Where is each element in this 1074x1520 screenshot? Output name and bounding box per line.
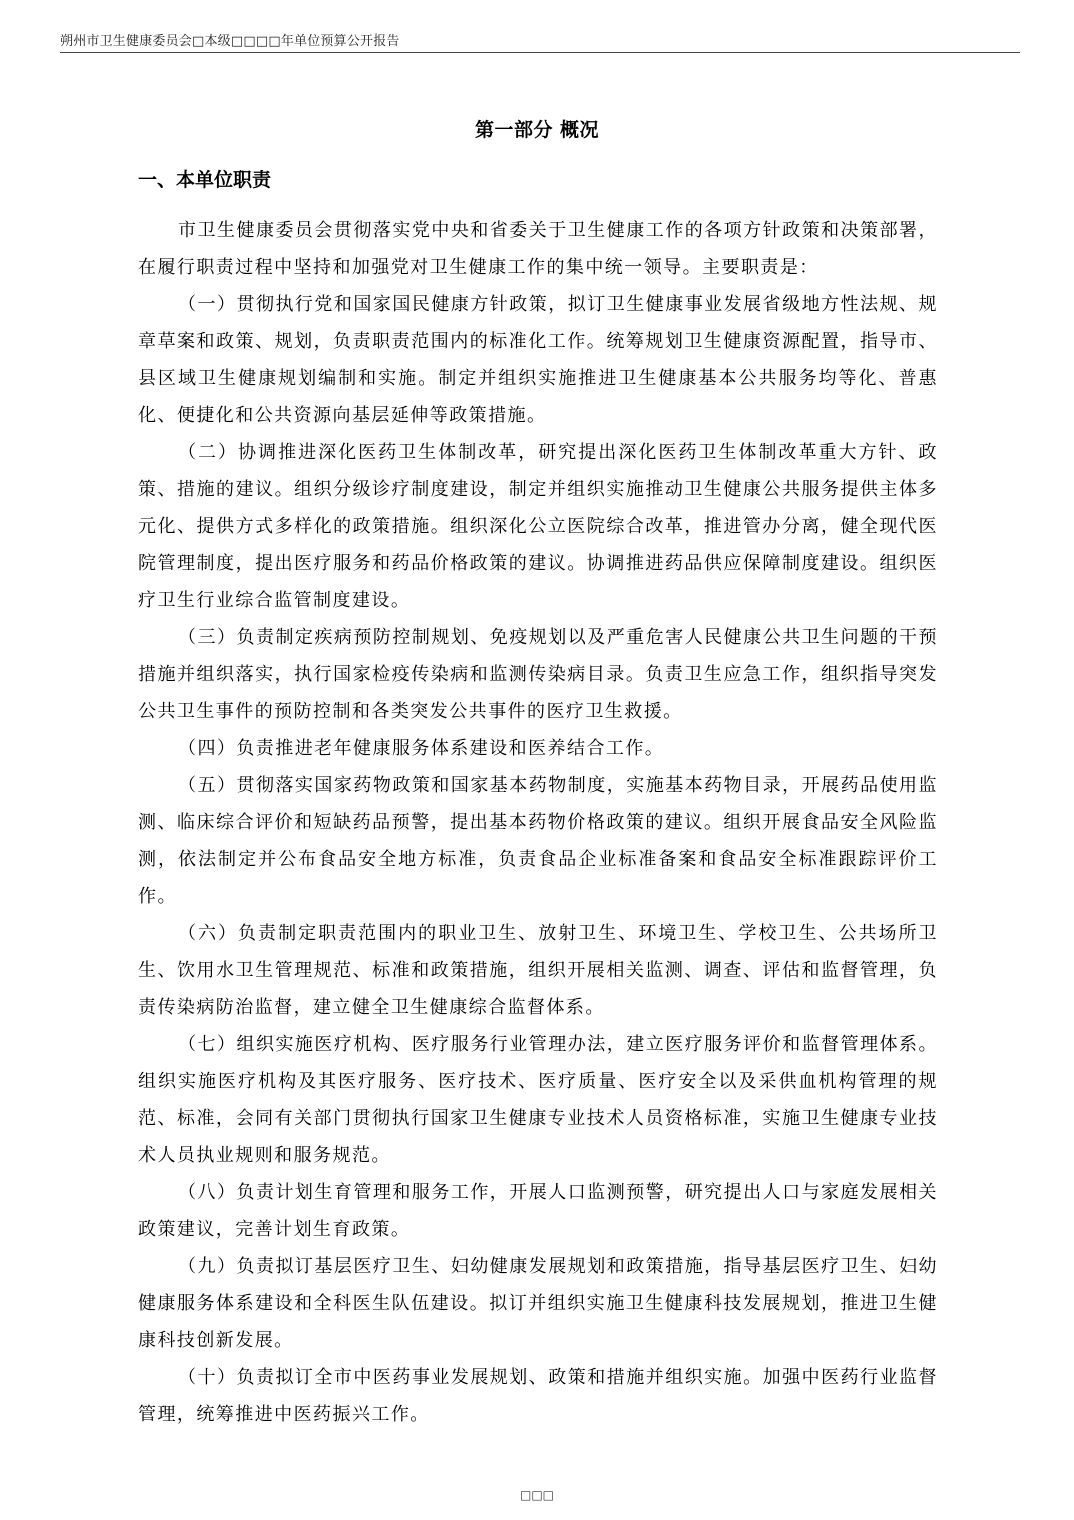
paragraph-duty-9: （九）负责拟订基层医疗卫生、妇幼健康发展规划和政策措施，指导基层医疗卫生、妇幼健康服务体系建设和全科医生队伍建设。拟订并组织实施卫生健康科技发展规划，推进卫生健康科技创新发展。 [138, 1256, 938, 1351]
paragraph-duty-5: （五）贯彻落实国家药物政策和国家基本药物制度，实施基本药物目录，开展药品使用监测、临床综合评价和短缺药品预警，提出基本药物价格政策的建议。组织开展食品安全风险监测，依法制定并公布食品安全地方标准，负责食品企业标准备案和食品安全标准跟踪评价工作。 [138, 775, 938, 907]
paragraph-duty-8: （八）负责计划生育管理和服务工作，开展人口监测预警，研究提出人口与家庭发展相关政策建议，完善计划生育政策。 [138, 1182, 938, 1240]
section-heading: 一、本单位职责 [138, 169, 272, 191]
paragraph-duty-7: （七）组织实施医疗机构、医疗服务行业管理办法，建立医疗服务评价和监督管理体系。组织实施医疗机构及其医疗服务、医疗技术、医疗质量、医疗安全以及采供血机构管理的规范、标准，会同有关部门贯彻执行国家卫生健康专业技术人员资格标准，实施卫生健康专业技术人员执业规则和服务规范。 [138, 1034, 938, 1166]
body-text [138, 212, 938, 1433]
paragraph-duty-4: （四）负责推进老年健康服务体系建设和医养结合工作。 [178, 738, 665, 759]
part-title: 第一部分 概况 [474, 119, 600, 141]
header-divider [60, 52, 1020, 53]
page-number: □□□ [519, 1488, 554, 1502]
paragraph-duty-6: （六）负责制定职责范围内的职业卫生、放射卫生、环境卫生、学校卫生、公共场所卫生、饮用水卫生管理规范、标准和政策措施，组织开展相关监测、调查、评估和监督管理，负责传染病防治监督，建立健全卫生健康综合监督体系。 [138, 923, 938, 1018]
paragraph-intro: 市卫生健康委员会贯彻落实党中央和省委关于卫生健康工作的各项方针政策和决策部署，在履行职责过程中坚持和加强党对卫生健康工作的集中统一领导。主要职责是： [138, 220, 938, 278]
paragraph-duty-3: （三）负责制定疾病预防控制规划、免疫规划以及严重危害人民健康公共卫生问题的干预措施并组织落实，执行国家检疫传染病和监测传染病目录。负责卫生应急工作，组织指导突发公共卫生事件的预防控制和各类突发公共事件的医疗卫生救援。 [138, 627, 938, 722]
paragraph-duty-2: （二）协调推进深化医药卫生体制改革，研究提出深化医药卫生体制改革重大方针、政策、措施的建议。组织分级诊疗制度建设，制定并组织实施推动卫生健康公共服务提供主体多元化、提供方式多样化的政策措施。组织深化公立医院综合改革，推进管办分离，健全现代医院管理制度，提出医疗服务和药品价格政策的建议。协调推进药品供应保障制度建设。组织医疗卫生行业综合监管制度建设。 [138, 442, 938, 611]
paragraph-duty-10: （十）负责拟订全市中医药事业发展规划、政策和措施并组织实施。加强中医药行业监督管理，统筹推进中医药振兴工作。 [138, 1367, 938, 1425]
paragraph-duty-1: （一）贯彻执行党和国家国民健康方针政策，拟订卫生健康事业发展省级地方性法规、规章草案和政策、规划，负责职责范围内的标准化工作。统筹规划卫生健康资源配置，指导市、县区域卫生健康规划编制和实施。制定并组织实施推进卫生健康基本公共服务均等化、普惠化、便捷化和公共资源向基层延伸等政策措施。 [138, 294, 938, 426]
running-header-title: 朔州市卫生健康委员会□本级□□□□年单位预算公开报告 [60, 34, 400, 49]
